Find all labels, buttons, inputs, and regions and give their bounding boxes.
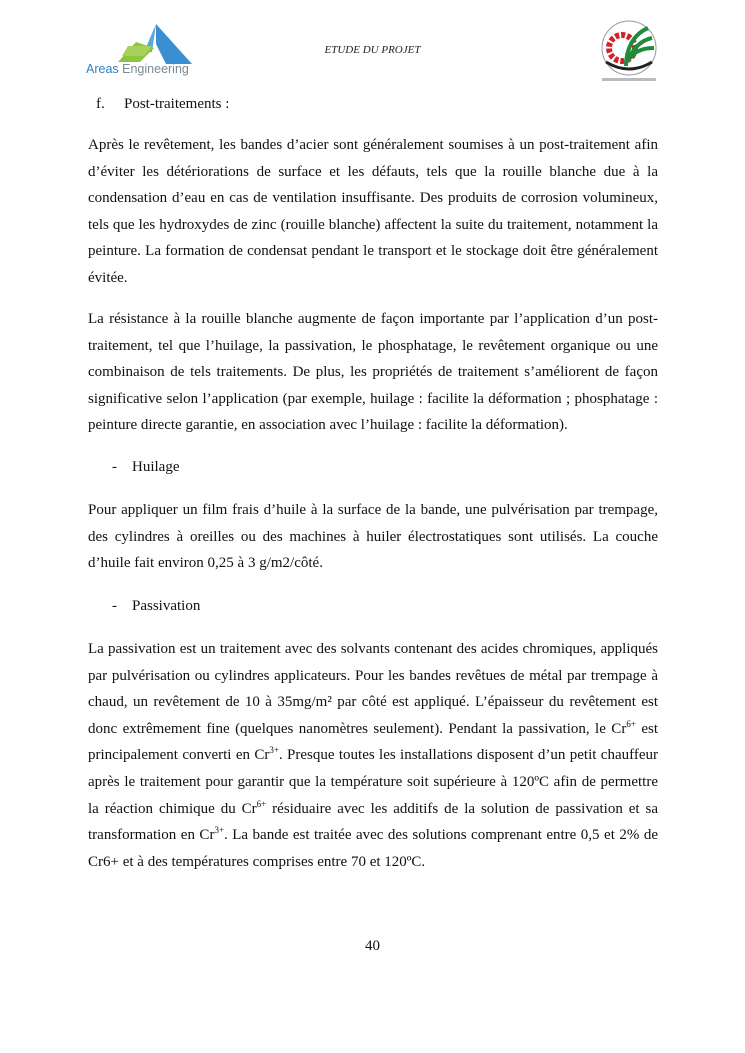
text-segment: . La bande est traitée avec des solutions comprenant entre 0,5 et 2% de Cr6+ et à des températures comprises entre 70 et 120ºC.	[88, 827, 658, 870]
paragraph-huilage: Pour appliquer un film frais d’huile à la surface de la bande, une pulvérisation par trempage, des cylindres à oreilles ou des machines à huiler électrostatiques sont utilisés. La couche d’huile fait environ 0,25 à 3 g/m2/côté.	[88, 502, 658, 572]
subheading-title: Passivation	[132, 598, 201, 614]
superscript: 3+	[214, 825, 225, 836]
text-segment: . Presque toutes les installations disposent d’un petit chauffeur après le traitement pour garantir que la température soit supérieure à 120ºC afin de permettre la réaction chimique du Cr	[88, 747, 658, 817]
paragraph-intro: Après le revêtement, les bandes d’acier sont généralement soumises à un post-traitement afin d’éviter les détériorations de surface et les défauts, tels que la rouille blanche due à la condensation d’eau en cas de ventilation insuffisante. Des produits de corrosion volumineux, tels que les hydroxydes de zinc (rouille blanche) affectent la suite du traitement, notamment la peinture. La formation de condensat pendant le transport et le stockage doit être généralement évitée.	[88, 137, 658, 286]
bullet-marker: -	[112, 459, 117, 475]
superscript: 6+	[626, 718, 636, 729]
text-segment: résiduaire avec les additifs de la solution de passivation et sa transformation en Cr	[88, 800, 658, 844]
superscript: 6+	[256, 798, 267, 809]
bullet-marker: -	[112, 598, 117, 614]
header-title: ETUDE DU PROJET	[324, 44, 421, 56]
logo-word-areas: Areas	[86, 62, 119, 76]
superscript: 3+	[269, 745, 279, 756]
text-segment: La passivation est un traitement avec des solvants contenant des acides chromiques, appliqués par pulvérisation ou cylindres applicateurs. Pour les bandes revêtues de métal par trempage à chaud, un revêtement de 10 à 35mg/m² par côté est appliqué. L’épaisseur du revêtement est donc extrêmement fine (quelques nanomètres seulement). Pendant la passivation, le Cr	[88, 641, 658, 737]
subheading-huilage	[88, 454, 658, 481]
paragraph-passivation	[88, 636, 658, 875]
section-heading	[88, 91, 658, 118]
triangle-logo-icon	[114, 22, 194, 64]
subheading-title: Huilage	[132, 459, 180, 475]
paragraph-resistance: La résistance à la rouille blanche augmente de façon importante par l’application d’un post-traitement, tel que l’huilage, la passivation, le phosphatage, le revêtement organique ou une combinaison de tels traitements. De plus, les propriétés de traitement s’améliorent de façon significative selon l’application (par exemple, huilage : facilite la déformation ; phosphatage : peinture directe garantie, en association avec l’huilage : facilite la déformation).	[88, 311, 658, 434]
areas-engineering-logo	[86, 22, 202, 80]
section-marker: f.	[96, 96, 105, 112]
text-segment: est principalement converti en Cr	[88, 720, 658, 764]
logo-word-engineering: Engineering	[122, 62, 189, 76]
institute-seal-icon	[596, 18, 662, 84]
institute-logo	[596, 18, 662, 84]
page-number: 40	[365, 938, 380, 954]
section-title: Post-traitements :	[124, 96, 230, 112]
subheading-passivation	[88, 593, 658, 620]
